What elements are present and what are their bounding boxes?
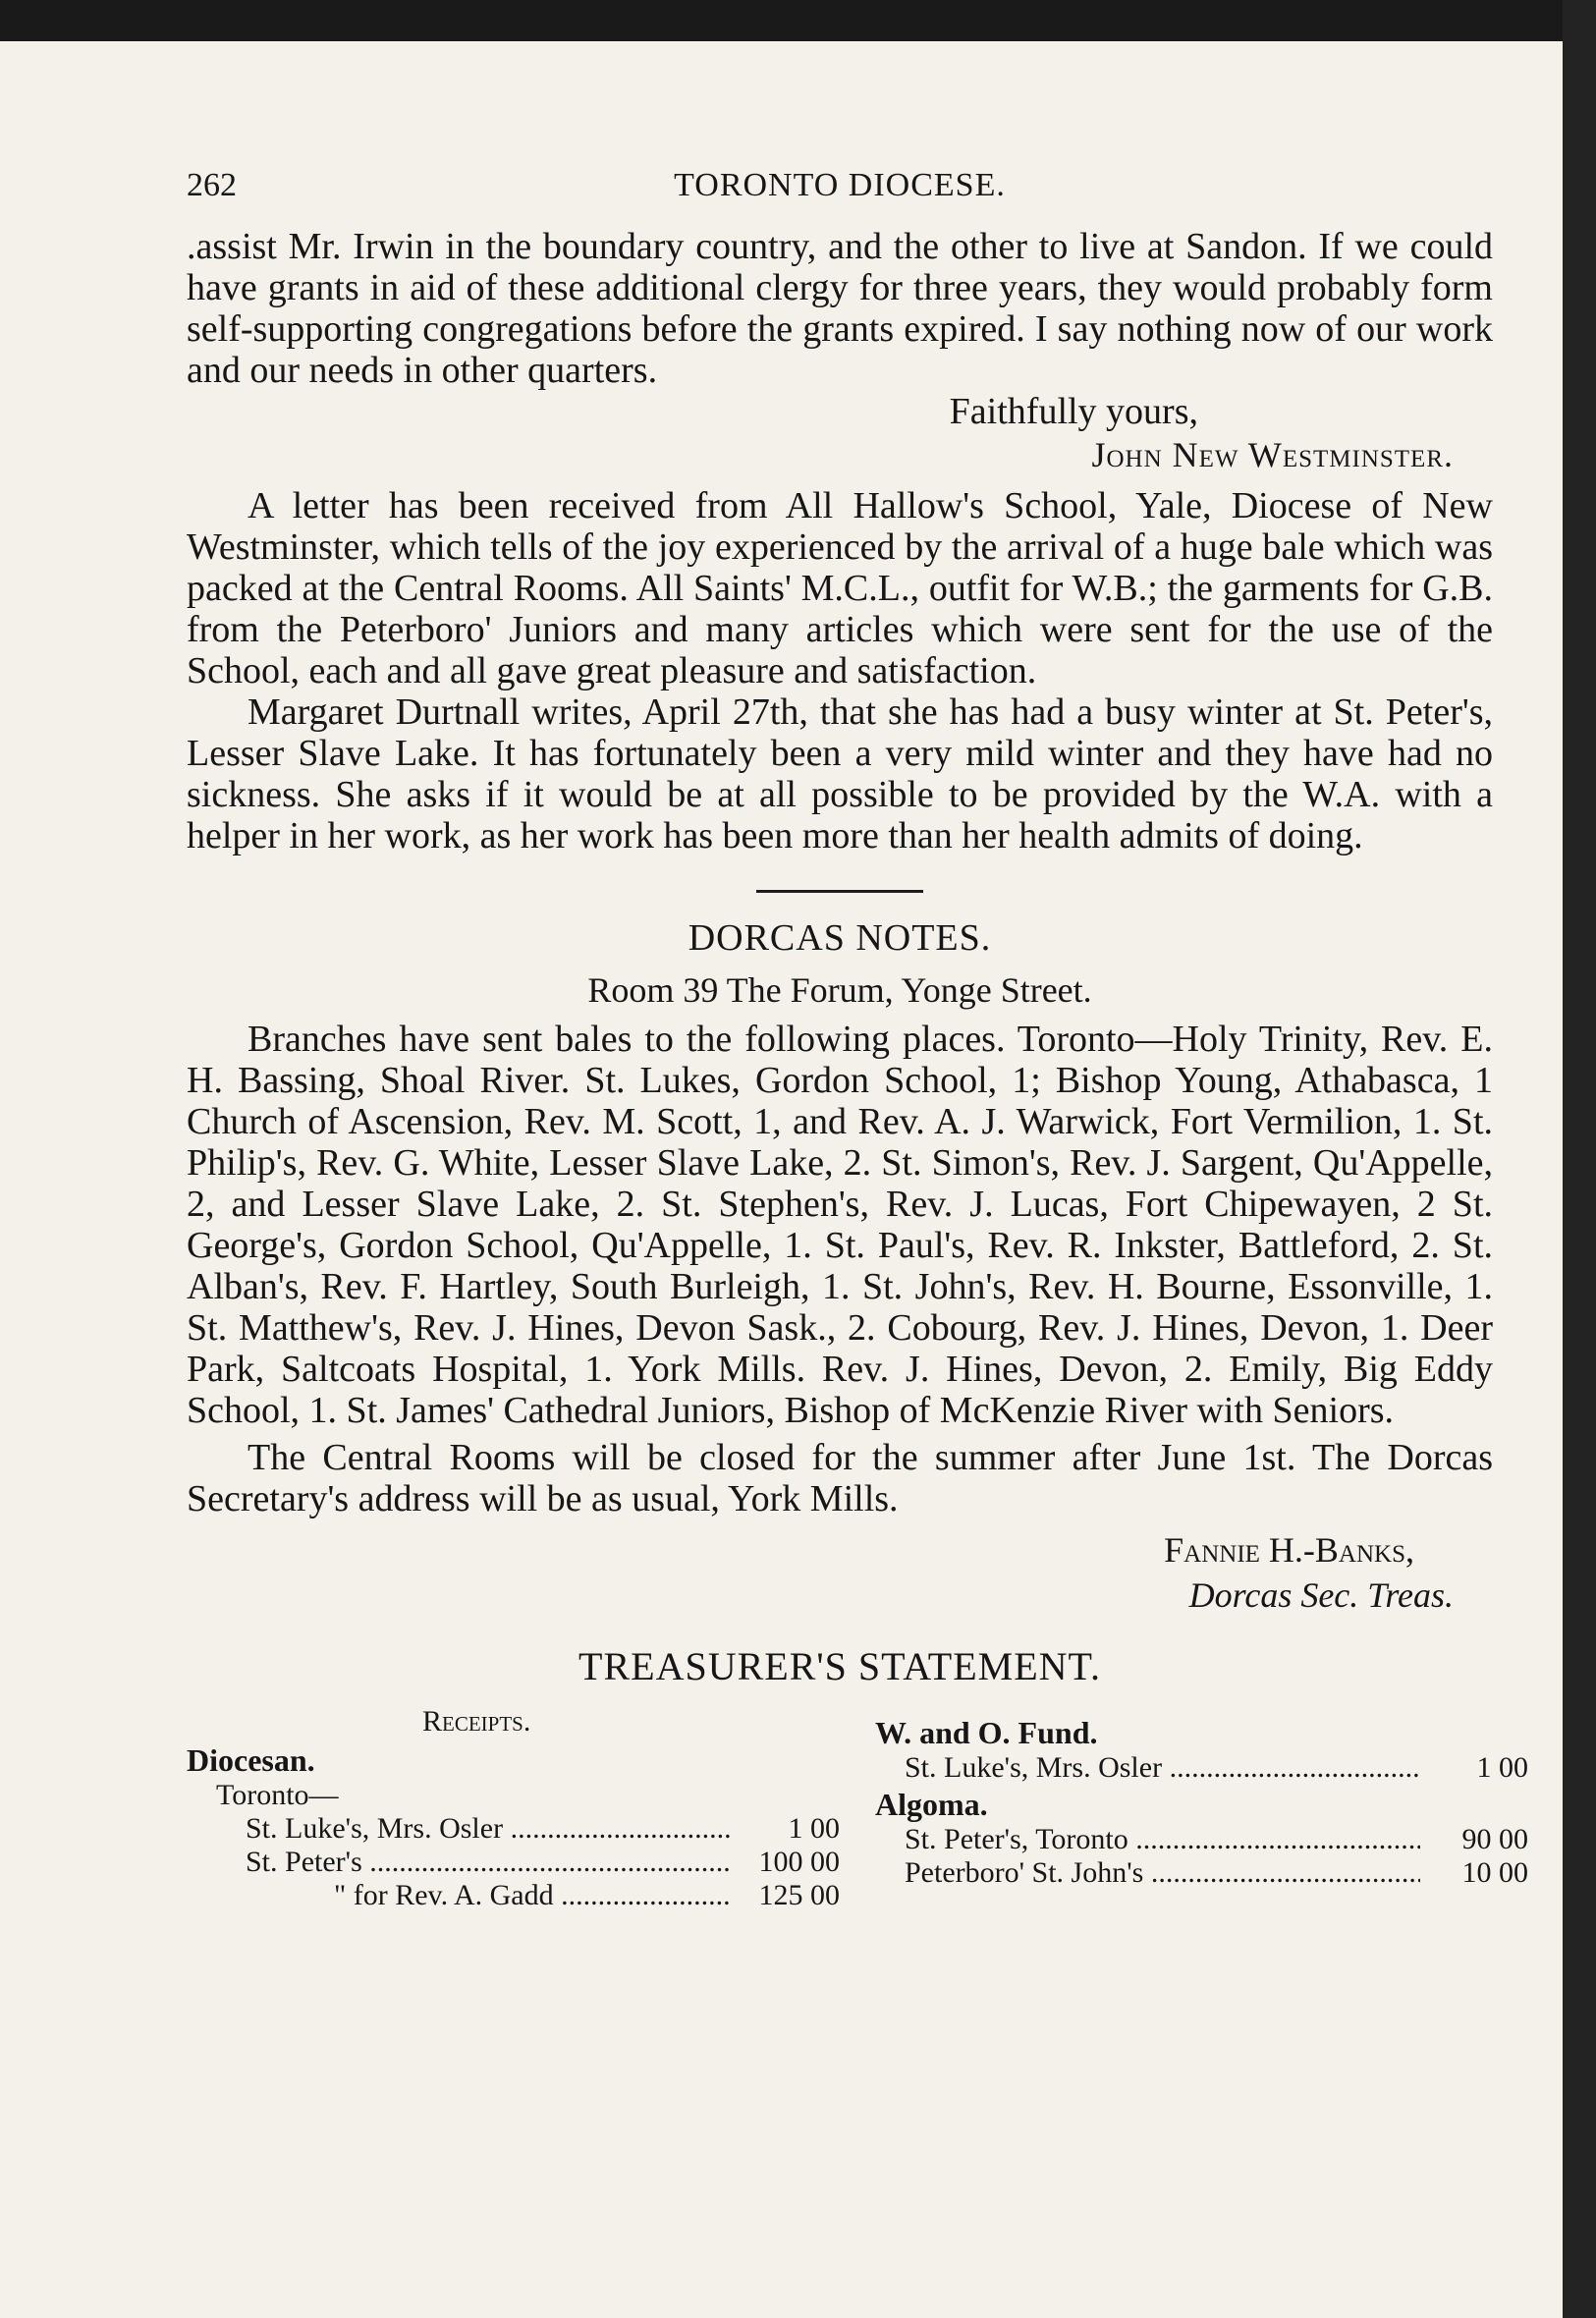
ledger-row bbox=[905, 1751, 1528, 1785]
dorcas-signer-role: Dorcas Sec. Treas. bbox=[1188, 1575, 1454, 1615]
section-divider-rule bbox=[756, 890, 923, 893]
page-number: 262 bbox=[187, 167, 237, 203]
dorcas-body: Branches have sent bales to the following places. Toronto—Holy Trinity, Rev. E. H. Bassing, Shoal River. St. Lukes, Gordon School, 1; Bishop Young, Athabasca, 1 Church of Ascension, Rev. M. Scott, 1, and Rev. A. J. Warwick, Fort Vermilion, 1. St. Philip's, Rev. G. White, Lesser Slave Lake, 2. St. Simon's, Rev. J. Sargent, Qu'Appelle, 2, and Lesser Slave Lake, 2. St. Stephen's, Rev. J. Lucas, Fort Chipewayen, 2 St. George's, Gordon School, Qu'Appelle, 1. St. Paul's, Rev. R. Inkster, Battleford, 2. St. Alban's, Rev. F. Hartley, South Burleigh, 1. St. John's, Rev. H. Bourne, Essonville, 1. St. Matthew's, Rev. J. Hines, Devon Sask., 2. Cobourg, Rev. J. Hines, Devon, 1. Deer Park, Saltcoats Hospital, 1. York Mills. Rev. J. Hines, Devon, 2. Emily, Big Eddy School, 1. St. James' Cathedral Juniors, Bishop of McKenzie River with Seniors. bbox=[187, 1019, 1493, 1431]
ledger-row bbox=[905, 1823, 1528, 1856]
ledger-row bbox=[905, 1856, 1528, 1890]
receipts-label: Receipts. bbox=[422, 1705, 531, 1738]
ledger-row-name: Peterboro' St. John's ..... bbox=[905, 1856, 1420, 1890]
ledger-row-name: St. Peter's, Toronto ..... bbox=[905, 1823, 1420, 1856]
treasurer-ledger bbox=[187, 1705, 1528, 1912]
document-page bbox=[187, 167, 1528, 1912]
letter-signature: John New Westminster. bbox=[1091, 435, 1454, 474]
ledger-row-amount: 100 00 bbox=[758, 1846, 840, 1878]
scan-binding-edge bbox=[1563, 0, 1596, 2318]
ledger-row-amount: 125 00 bbox=[758, 1879, 840, 1911]
treasurer-title: TREASURER'S STATEMENT. bbox=[578, 1644, 1101, 1688]
ledger-row-name: St. Luke's, Mrs. Osler ..... bbox=[905, 1751, 1420, 1785]
dorcas-signer: Fannie H.-Banks, bbox=[1164, 1530, 1414, 1570]
dorcas-subtitle: Room 39 The Forum, Yonge Street. bbox=[587, 970, 1092, 1010]
ledger-row-amount: 10 00 bbox=[1461, 1856, 1528, 1889]
dorcas-title: DORCAS NOTES. bbox=[688, 917, 992, 959]
letter-continuation: .assist Mr. Irwin in the boundary country, and the other to live at Sandon. If we could have grants in aid of these additional clergy for three years, they would probably form self-supporting congregations before the grants expired. I say nothing now of our work and our needs in other quarters. bbox=[187, 226, 1493, 391]
dorcas-closing: The Central Rooms will be closed for the summer after June 1st. The Dorcas Secretary's address will be as usual, York Mills. bbox=[187, 1437, 1493, 1519]
ledger-row bbox=[246, 1812, 840, 1846]
ledger-group-algoma: Algoma. bbox=[875, 1787, 988, 1822]
ledger-subgroup-toronto: Toronto— bbox=[216, 1779, 339, 1811]
ledger-group-diocesan: Diocesan. bbox=[187, 1742, 315, 1778]
ledger-group-wo-fund: W. and O. Fund. bbox=[875, 1715, 1098, 1750]
ledger-row-amount: 1 00 bbox=[788, 1812, 840, 1845]
ledger-row bbox=[246, 1846, 840, 1879]
scan-top-edge bbox=[0, 0, 1596, 41]
receipts-right-column bbox=[875, 1705, 1528, 1912]
running-head: TORONTO DIOCESE. bbox=[674, 167, 1006, 203]
letter-closing: Faithfully yours, bbox=[949, 391, 1198, 432]
ledger-row-amount: 1 00 bbox=[1476, 1751, 1528, 1784]
ledger-row-name: " for Rev. A. Gadd ..... bbox=[334, 1879, 732, 1912]
paragraph-durtnall: Margaret Durtnall writes, April 27th, that she has had a busy winter at St. Peter's, Lesser Slave Lake. It has fortunately been a very mild winter and they have had no sickness. She asks if it would be at all possible to be provided by the W.A. with a helper in her work, as her work has been more than her health admits of doing. bbox=[187, 691, 1493, 856]
ledger-row-amount: 90 00 bbox=[1461, 1823, 1528, 1855]
receipts-left-column bbox=[187, 1705, 840, 1912]
ledger-row bbox=[334, 1879, 840, 1912]
ledger-row-name: St. Peter's ..... bbox=[246, 1846, 732, 1879]
page-header bbox=[187, 167, 1493, 226]
paragraph-all-hallows: A letter has been received from All Hallow's School, Yale, Diocese of New Westminster, which tells of the joy experienced by the arrival of a huge bale which was packed at the Central Rooms. All Saints' M.C.L., outfit for W.B.; the garments for G.B. from the Peterboro' Juniors and many articles which were sent for the use of the School, each and all gave great pleasure and satisfaction. bbox=[187, 485, 1493, 691]
ledger-row-name: St. Luke's, Mrs. Osler ..... bbox=[246, 1812, 732, 1846]
